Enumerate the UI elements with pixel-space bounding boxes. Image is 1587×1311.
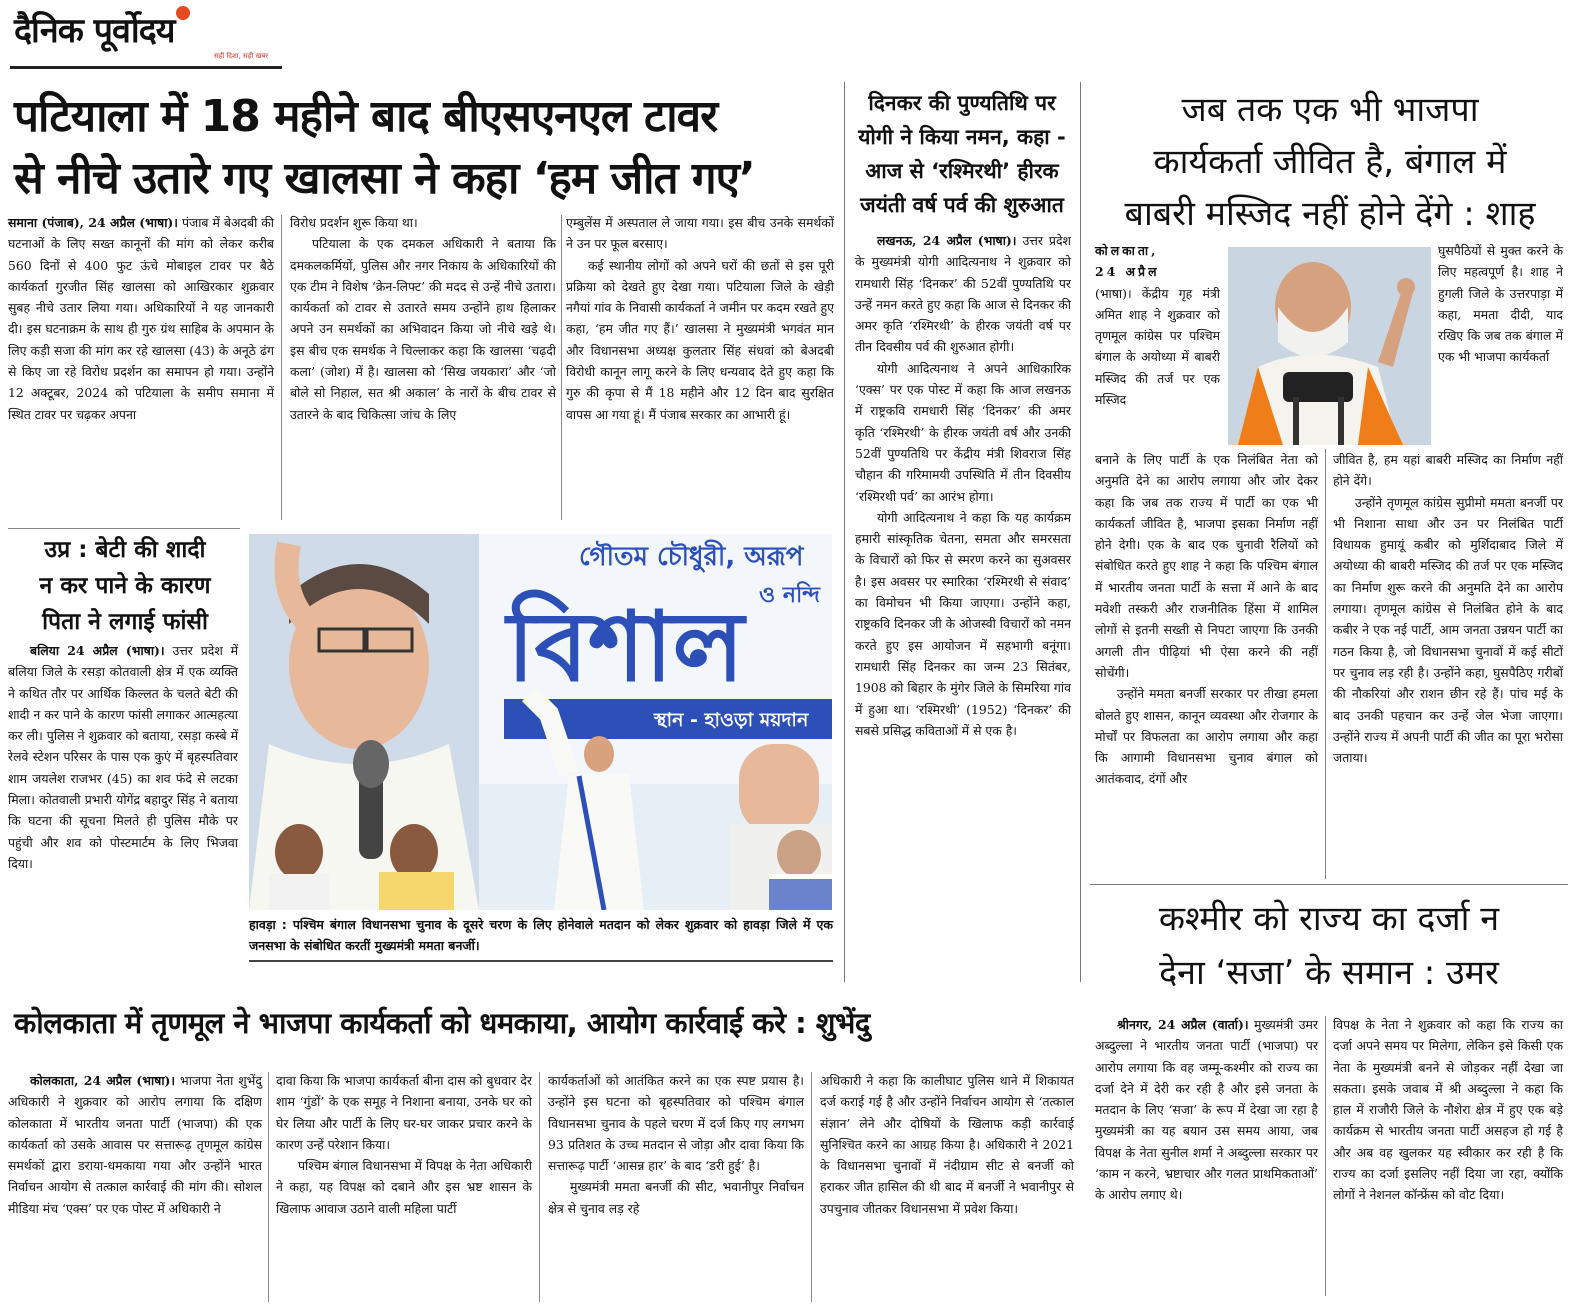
headline-shah-line3: बाबरी मस्जिद नहीं होने देंगे : शाह xyxy=(1124,194,1536,234)
divider xyxy=(1325,1016,1326,1296)
patiala-col-3 xyxy=(566,212,834,425)
masthead-title: दैनिक पूर्वोदय xyxy=(14,11,175,51)
headline-up xyxy=(12,532,238,640)
patiala-text-3: एम्बुलेंस में अस्पताल ले जाया गया। इस बीच उनके समर्थकों ने उन पर फूल बरसाए। xyxy=(566,215,834,252)
divider xyxy=(281,215,282,520)
shah-text-2: जीवित है, हम यहां बाबरी मस्जिद का निर्माण नहीं होने देंगे। xyxy=(1333,452,1563,489)
dinkar-body xyxy=(855,230,1071,741)
dateline-omar: श्रीनगर, 24 अप्रैल (वार्ता)। xyxy=(1117,1017,1249,1032)
headline-dinkar-line3: आज से ‘रश्मिरथी’ हीरक xyxy=(865,159,1059,183)
photo-caption: हावड़ा : पश्चिम बंगाल विधानसभा चुनाव के दूसरे चरण के लिए होनेवाले मतदान को लेकर शुक्रवार को हावड़ा जिले में एक जनसभा के संबोधित करतीं मुख्यमंत्री ममता बनर्जी। xyxy=(249,917,833,953)
banner-top-text: গৌতম চৌধুরী, অরূপ xyxy=(579,542,804,572)
headline-omar-line2: देना ‘सजा’ के समान : उमर xyxy=(1159,953,1499,993)
patiala-text-2: विरोध प्रदर्शन शुरू किया था। xyxy=(290,215,418,230)
divider xyxy=(844,82,845,982)
headline-dinkar-line4: जयंती वर्ष पर्व की शुरुआत xyxy=(860,193,1064,217)
divider xyxy=(811,1072,812,1302)
shah-text-2b: उन्होंने तृणमूल कांग्रेस सुप्रीमो ममता बनर्जी पर भी निशाना साधा और उन पर निलंबित पार्टी विधायक हुमायूं कबीर को मुर्शिदाबाद जिले में अयोध्या की बाबरी मस्जिद की तर्ज पर एक मस्जिद का निर्माण शुरू करने की अनुमति देने का आरोप लगाया। तृणमूल कांग्रेस से निलंबित होने के बाद कबीर ने एक नई पार्टी, आम जनता उन्नयन पार्टी का गठन किया है, जो विधानसभा चुनावों में कई सीटों पर चुनाव लड़ रही है। उन्होंने कहा, घुसपैठिए गरीबों की नौकरियां और राशन छीन रहे हैं। पांच मई के बाद उनकी पहचान कर उन्हें जेल भेजा जाएगा। उन्होंने राज्य में अपनी पार्टी की जीत का पूरा भरोसा जताया। xyxy=(1333,494,1563,766)
dateline-shah-city: कोलकाता, xyxy=(1095,243,1159,258)
shah-lead-block xyxy=(1095,240,1220,410)
photo-amit-shah-graphic xyxy=(1228,247,1431,445)
up-body xyxy=(8,640,238,874)
headline-omar xyxy=(1090,892,1568,1000)
shah-lead: (भाषा)। केंद्रीय गृह मंत्री अमित शाह ने शुक्रवार को तृणमूल कांग्रेस पर पश्चिम बंगाल के अयोध्या में बाबरी मस्जिद की तर्ज पर एक मस्जिद xyxy=(1095,285,1220,408)
kolkata-text-2b: पश्चिम बंगाल विधानसभा में विपक्ष के नेता अधिकारी ने कहा, यह विपक्ष को दबाने और इस भ्रष्ट शासन के खिलाफ आवाज उठाने वाली महिला पार्टी xyxy=(276,1158,532,1216)
headline-up-line3: पिता ने लगाई फांसी xyxy=(42,609,208,635)
patiala-text-1: पंजाब में बेअदबी की घटनाओं के लिए सख्त कानूनों की मांग को लेकर करीब 560 दिनों से 400 फुट ऊंचे मोबाइल टावर पर बैठे कार्यकर्ता गुरजीत सिंह खालसा को आखिरकार शुक्रवार सुबह नीचे उतार लिया गया। अधिकारियों ने यह जानकारी दी। इस घटनाक्रम के साथ ही गुरु ग्रंथ साहिब के अपमान के लिए कड़ी सजा की मांग कर रहे खालसा (43) के अनूठे ढंग से किए जा रहे विरोध प्रदर्शन का समापन हो गया। उन्होंने 12 अक्टूबर, 2024 को पटियाला के समीप समाना में स्थित टावर पर चढ़कर अपना xyxy=(8,215,274,422)
dateline-kolkata: कोलकाता, 24 अप्रैल (भाषा)। xyxy=(30,1073,176,1088)
masthead xyxy=(14,6,284,64)
omar-col-2 xyxy=(1333,1014,1563,1206)
divider xyxy=(1090,884,1568,885)
divider xyxy=(249,960,833,962)
divider xyxy=(539,1072,540,1302)
photo-mamata-rally xyxy=(249,534,832,910)
headline-dinkar xyxy=(852,86,1072,222)
headline-dinkar-line2: योगी ने किया नमन, कहा - xyxy=(858,125,1066,149)
dinkar-text-3: योगी आदित्यनाथ ने कहा कि यह कार्यक्रम हमारी सांस्कृतिक चेतना, समता और समरसता के विचारों को फिर से स्मरण करने का सुअवसर है। इस अवसर पर स्मारिका ‘रश्मिरथी से संवाद’ का विमोचन भी किया जाएगा। उन्होंने कहा, राष्ट्रकवि दिनकर जी के ओजस्वी विचारों को नमन करते हुए इस आयोजन में सहभागी बनूंगा। रामधारी सिंह दिनकर का जन्म 23 सितंबर, 1908 को बिहार के मुंगेर जिले के सिमरिया गांव में हुआ था। ‘रश्मिरथी’ (1952) ‘दिनकर’ की सबसे प्रसिद्ध कविताओं में से एक है। xyxy=(855,509,1071,738)
shah-text-1b: उन्होंने ममता बनर्जी सरकार पर तीखा हमला बोलते हुए शासन, कानून व्यवस्था और रोजगार के मोर्चों पर विफलता का आरोप लगाया और कहा कि आगामी विधानसभा चुनाव बंगाल को आतंकवाद, दंगों और xyxy=(1095,686,1318,787)
shah-col-2 xyxy=(1333,449,1563,768)
headline-patiala-line1: पटियाला में 18 महीने बाद बीएसएनएल टावर xyxy=(14,91,718,142)
dinkar-text-2: योगी आदित्यनाथ ने अपने आधिकारिक ‘एक्स’ पर एक पोस्ट में कहा कि आज लखनऊ में राष्ट्रकवि रामधारी सिंह ‘दिनकर’ की अमर कृति ‘रश्मिरथी’ के हीरक जयंती वर्ष और उनकी 52वीं पुण्यतिथि पर केंद्रीय मंत्री शिवराज सिंह चौहान की गरिमामयी उपस्थिति में तीन दिवसीय ‘रश्मिरथी पर्व’ का आरंभ होगा। xyxy=(855,360,1071,504)
divider xyxy=(268,1072,269,1302)
headline-patiala xyxy=(14,86,834,210)
banner-venue-text: স্থান - হাওড়া ময়দান xyxy=(654,709,809,731)
patiala-text-3b: कई स्थानीय लोगों को अपने घरों की छतों से इस पूरी प्रक्रिया को देखते हुए देखा गया। पटियाला जिले के खेड़ी नगैयां गांव के निवासी कार्यकर्ता ने जमीन पर कदम रखते हुए कहा, ‘हम जीत गए हैं।’ खालसा ने मुख्यमंत्री भगवंत मान और विधानसभा अध्यक्ष कुलतार सिंह संधवां को बेअदबी विरोधी कानून लागू करने के लिए धन्यवाद देते हुए कहा कि गुरु की कृपा से मैं 18 महीने और 12 दिन बाद सुरक्षित वापस आ गया हूं। मैं पंजाब सरकार का आभारी हूं। xyxy=(566,257,834,422)
headline-up-line1: उप्र : बेटी की शादी xyxy=(44,537,206,563)
dateline-dinkar: लखनऊ, 24 अप्रैल (भाषा)। xyxy=(877,233,1017,248)
kolkata-col-2 xyxy=(276,1070,532,1219)
kolkata-text-1: भाजपा नेता शुभेंदु अधिकारी ने शुक्रवार को आरोप लगाया कि दक्षिण कोलकाता में भारतीय जनता पार्टी (भाजपा) की एक कार्यकर्ता को उसके आवास पर सत्तारूढ़ तृणमूल कांग्रेस समर्थकों द्वारा डराया-धमकाया गया और उन्होंने भारत निर्वाचन आयोग से तत्काल कार्रवाई की मांग की। सोशल मीडिया मंच ‘एक्स’ पर एक पोस्ट में अधिकारी ने xyxy=(8,1073,262,1216)
divider xyxy=(1325,449,1326,879)
dateline-patiala: समाना (पंजाब), 24 अप्रैल (भाषा)। xyxy=(8,215,178,230)
kolkata-col-1 xyxy=(8,1070,262,1219)
shah-text-1: बनाने के लिए पार्टी के एक निलंबित नेता को अनुमति देने का आरोप लगाया और जोर देकर कहा कि जब तक राज्य में पार्टी का एक भी कार्यकर्ता जीवित है, भाजपा इसका निर्माण नहीं होने देगी। एक के बाद एक चुनावी रैलियों को संबोधित करते हुए शाह ने कहा कि पश्चिम बंगाल में भारतीय जनता पार्टी के सत्ता में आने के बाद मवेशी तस्करी और राजनीतिक हिंसा में शामिल लोगों से इतनी सख्ती से निपटा जाएगा कि उनकी अगली तीन पीढ़ियां भी ऐसा करने की नहीं सोचेंगी। xyxy=(1095,452,1318,680)
headline-shah xyxy=(1090,84,1570,240)
dateline-up: बलिया 24 अप्रैल (भाषा)। xyxy=(30,643,165,658)
headline-shah-line2: कार्यकर्ता जीवित है, बंगाल में xyxy=(1153,142,1507,182)
omar-col-1 xyxy=(1095,1014,1318,1206)
kolkata-text-4: अधिकारी ने कहा कि कालीघाट पुलिस थाने में शिकायत दर्ज कराई गई है और उन्होंने निर्वाचन आयोग से ‘तत्काल संज्ञान’ लेने और दोषियों के खिलाफ कड़ी कार्रवाई सुनिश्चित करने का आग्रह किया है। अधिकारी ने 2021 के विधानसभा चुनावों में नंदीग्राम सीट से बनर्जी को हराकर जीत हासिल की थी बाद में बनर्जी ने भवानीपुर से उपचुनाव जीतकर विधानसभा में प्रवेश किया। xyxy=(820,1073,1074,1216)
kolkata-text-3: कार्यकर्ताओं को आतंकित करने का एक स्पष्ट प्रयास है। उन्होंने इस घटना को बृहस्पतिवार को पश्चिम बंगाल विधानसभा चुनाव के पहले चरण में दर्ज किए गए लगभग 93 प्रतिशत के उच्च मतदान से जोड़ा और दावा किया कि सत्तारूढ़ पार्टी ‘आसन्न हार’ के बाद ‘डरी हुई’ है। xyxy=(548,1073,804,1174)
dateline-shah-date: 24 अप्रैल xyxy=(1095,264,1160,280)
shah-col-2-top xyxy=(1438,240,1563,368)
headline-omar-line1: कश्मीर को राज्य का दर्जा न xyxy=(1158,899,1500,939)
divider xyxy=(1080,82,1081,982)
headline-shah-line1: जब तक एक भी भाजपा xyxy=(1181,90,1479,130)
photo-amit-shah xyxy=(1228,247,1431,445)
headline-kolkata: कोलकाता में तृणमूल ने भाजपा कार्यकर्ता को धमकाया, आयोग कार्रवाई करे : शुभेंदु xyxy=(14,1006,870,1040)
masthead-rule xyxy=(10,66,282,69)
kolkata-col-3 xyxy=(548,1070,804,1219)
headline-patiala-line2: से नीचे उतारे गए खालसा ने कहा ‘हम जीत गए’ xyxy=(14,153,755,204)
omar-text-2: विपक्ष के नेता ने शुक्रवार को कहा कि राज्य का दर्जा अपने समय पर मिलेगा, लेकिन इसे किसी एक नेता के मुख्यमंत्री बनने से जोड़कर नहीं देखा जा सकता। इसके जवाब में श्री अब्दुल्ला ने कहा कि हाल में राजौरी जिले के नौशेरा क्षेत्र में हुए एक बड़े कार्यक्रम से भारतीय जनता पार्टी असहज हो गई है और अब वह खुलकर यह स्वीकार कर रही है कि राज्य का दर्जा इसलिए नहीं दिया जा रहा, क्योंकि लोगों ने नेशनल कॉन्फ्रेंस को वोट दिया। xyxy=(1333,1017,1563,1203)
patiala-text-2b: पटियाला के एक दमकल अधिकारी ने बताया कि दमकलकर्मियों, पुलिस और नगर निकाय के अधिकारियों की एक टीम ने विशेष ‘क्रेन-लिफ्ट’ की मदद से उन्हें नीचे उतारा। कार्यकर्ता को टावर से उतारते समय उन्होंने हाथ हिलाकर अपने उन समर्थकों का अभिवादन किया जो नीचे खड़े थे। इस बीच एक समर्थक ने चिल्लाकर कहा कि खालसा ‘चढ़दी कला’ (जोश) में है। खालसा को ‘सिख जयकारा’ और ‘जो बोले सो निहाल, सत श्री अकाल’ के नारों के बीच टावर से उतारने के बाद चिकित्सा जांच के लिए xyxy=(290,236,556,422)
kolkata-col-4 xyxy=(820,1070,1074,1219)
patiala-col-1 xyxy=(8,212,274,425)
headline-dinkar-line1: दिनकर की पुण्यतिथि पर xyxy=(868,91,1056,115)
masthead-dot-icon xyxy=(176,6,190,20)
omar-text-1: मुख्यमंत्री उमर अब्दुल्ला ने भारतीय जनता पार्टी (भाजपा) पर आरोप लगाया कि वह जम्मू-कश्मीर को राज्य का दर्जा देने में देरी कर रही है और इसे जनता के मतदान के लिए ‘सजा’ के रूप में देखा जा रहा है मुख्यमंत्री का यह बयान उस समय आया, जब विपक्ष के नेता सुनील शर्मा ने अब्दुल्ला सरकार पर ‘काम न करने, भ्रष्टाचार और गलत प्राथमिकताओं’ के आरोप लगाए थे। xyxy=(1095,1017,1318,1203)
shah-col-1 xyxy=(1095,449,1318,790)
dinkar-text-1: उत्तर प्रदेश के मुख्यमंत्री योगी आदित्यनाथ ने शुक्रवार को रामधारी सिंह ‘दिनकर’ की 52वीं पुण्यतिथि पर उन्हें नमन करते हुए कहा कि आज से दिनकर की अमर कृति ‘रश्मिरथी’ के हीरक जयंती वर्ष पर तीन दिवसीय पर्व की शुरुआत होगी। xyxy=(855,233,1071,355)
kolkata-text-3b: मुख्यमंत्री ममता बनर्जी की सीट, भवानीपुर निर्वाचन क्षेत्र से चुनाव लड़ रहे xyxy=(548,1179,804,1216)
divider xyxy=(8,528,240,529)
kolkata-text-2: दावा किया कि भाजपा कार्यकर्ता बीना दास को बुधवार देर शाम ‘गुंडों’ के एक समूह ने निशाना बनाया, उनके घर को घेर लिया और पार्टी के लिए घर-घर जाकर प्रचार करने के कारण उन्हें परेशान किया। xyxy=(276,1073,532,1152)
shah-text-2-top: घुसपैठियों से मुक्त करने के लिए महत्वपूर्ण है। शाह ने हुगली जिले के उत्तरपाड़ा में कहा, ममता दीदी, याद रखिए कि जब तक बंगाल में एक भी भाजपा कार्यकर्ता xyxy=(1438,243,1563,365)
banner-big-text: বিশাল xyxy=(507,591,745,703)
divider xyxy=(561,215,562,520)
up-text: उत्तर प्रदेश में बलिया जिले के रसड़ा कोतवाली क्षेत्र में एक व्यक्ति ने कथित तौर पर आर्थिक किल्लत के चलते बेटी की शादी न कर पाने के कारण फांसी लगाकर आत्महत्या कर ली। पुलिस ने शुक्रवार को बताया, रसड़ा कस्बे में रेलवे स्टेशन परिसर के पास एक कुएं में बृहस्पतिवार शाम जयलेश राजभर (45) का शव फंदे से लटका मिला। कोतवाली प्रभारी योगेंद्र बहादुर सिंह ने बताया कि घटना की सूचना मिलते ही पुलिस मौके पर पहुंची और शव को पोस्टमार्टम के लिए भिजवा दिया। xyxy=(8,643,238,871)
masthead-tagline: सही दिशा, सही खबर xyxy=(214,52,269,60)
banner-nandi-text: ও নন্দি xyxy=(759,583,820,608)
headline-up-line2: न कर पाने के कारण xyxy=(39,573,211,599)
patiala-col-2 xyxy=(290,212,556,425)
